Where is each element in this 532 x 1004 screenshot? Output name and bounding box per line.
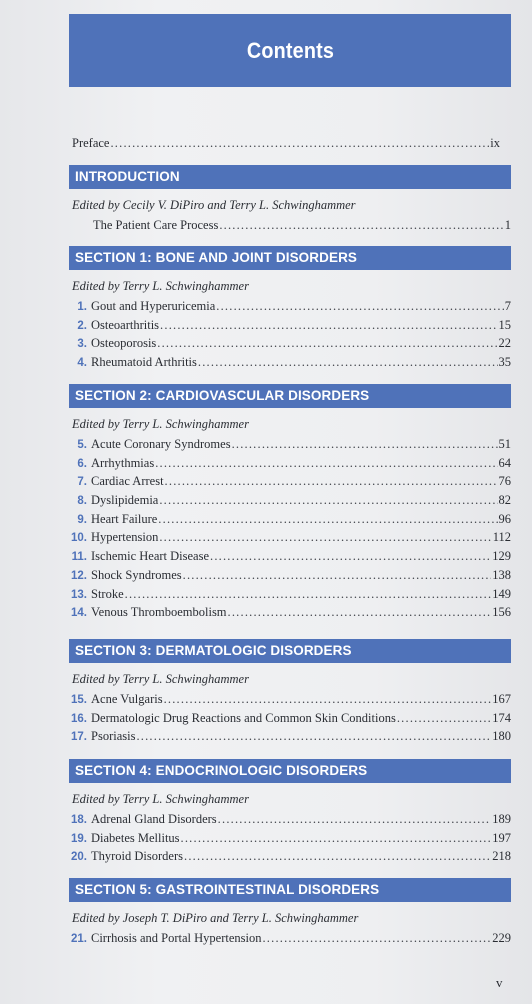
entry-title: Ischemic Heart Disease bbox=[91, 549, 209, 564]
entry-title: Dyslipidemia bbox=[91, 493, 159, 508]
leader-dots bbox=[136, 727, 491, 746]
section-5 bbox=[69, 878, 511, 948]
leader-dots bbox=[183, 566, 492, 585]
toc-entry bbox=[69, 810, 511, 829]
toc-entry bbox=[69, 334, 511, 353]
entry-number: 6. bbox=[77, 457, 87, 470]
section-editor: Edited by Joseph T. DiPiro and Terry L. Schwinghammer bbox=[72, 911, 359, 925]
toc-entry bbox=[69, 709, 511, 728]
leader-dots bbox=[159, 491, 497, 510]
section-editor: Edited by Terry L. Schwinghammer bbox=[72, 672, 249, 686]
entry-page: 138 bbox=[492, 567, 511, 582]
entry-page: 15 bbox=[498, 317, 511, 332]
leader-dots bbox=[155, 454, 497, 473]
page-title: Contents bbox=[246, 37, 334, 63]
entry-number: 14. bbox=[71, 607, 87, 620]
toc-entry bbox=[69, 547, 511, 566]
entry-title: Psoriasis bbox=[91, 729, 136, 744]
leader-dots bbox=[165, 472, 498, 491]
entry-page: 76 bbox=[498, 474, 511, 489]
leader-dots bbox=[164, 690, 492, 709]
entry-number: 9. bbox=[77, 513, 87, 526]
leader-dots bbox=[181, 829, 492, 848]
entry-title: Arrhythmias bbox=[91, 455, 155, 470]
preface-label: Preface bbox=[72, 136, 110, 150]
section-editor: Edited by Terry L. Schwinghammer bbox=[72, 792, 249, 806]
section-heading: INTRODUCTION bbox=[69, 165, 511, 189]
toc-entry bbox=[69, 847, 511, 866]
entry-title: Stroke bbox=[91, 586, 124, 601]
leader-dots bbox=[218, 810, 492, 829]
contents-title-bar bbox=[69, 14, 511, 87]
toc-entry bbox=[69, 585, 511, 604]
entry-title: Rheumatoid Arthritis bbox=[91, 355, 197, 370]
toc-entry bbox=[69, 316, 511, 335]
entry-page: 218 bbox=[492, 849, 511, 864]
toc-entry bbox=[69, 929, 511, 948]
leader-dots bbox=[232, 435, 498, 454]
section-2 bbox=[69, 384, 511, 622]
entry-title: Diabetes Mellitus bbox=[91, 830, 180, 845]
entry-page: 82 bbox=[498, 493, 511, 508]
leader-dots bbox=[158, 510, 497, 529]
entry-title: Shock Syndromes bbox=[91, 567, 182, 582]
entry-number: 2. bbox=[77, 319, 87, 332]
leader-dots bbox=[157, 334, 497, 353]
entry-number: 15. bbox=[71, 694, 87, 706]
leader-dots bbox=[198, 353, 498, 372]
entry-page: 189 bbox=[492, 812, 511, 826]
section-heading: SECTION 5: GASTROINTESTINAL DISORDERS bbox=[69, 878, 511, 902]
toc-entry bbox=[69, 491, 511, 510]
toc-entry bbox=[69, 216, 511, 235]
leader-dots bbox=[262, 929, 491, 948]
entry-page: 229 bbox=[492, 931, 511, 945]
entry-page: 156 bbox=[492, 605, 511, 620]
entry-number: 11. bbox=[71, 551, 87, 564]
toc-entry bbox=[69, 829, 511, 848]
leader-dots bbox=[160, 316, 497, 335]
toc-entry bbox=[69, 528, 511, 547]
entry-number: 20. bbox=[71, 851, 87, 864]
leader-dots bbox=[228, 603, 492, 622]
entry-page: 22 bbox=[498, 336, 511, 351]
entry-page: 64 bbox=[498, 455, 511, 470]
toc-entry bbox=[69, 353, 511, 372]
entry-page: 174 bbox=[492, 710, 511, 725]
entry-title: Dermatologic Drug Reactions and Common Skin Conditions bbox=[91, 710, 396, 725]
entry-page: 180 bbox=[492, 729, 511, 744]
section-heading: SECTION 1: BONE AND JOINT DISORDERS bbox=[69, 246, 511, 270]
section-editor: Edited by Terry L. Schwinghammer bbox=[72, 417, 249, 431]
entry-page: 1 bbox=[504, 218, 511, 232]
entry-number: 12. bbox=[71, 569, 87, 582]
page-folio: v bbox=[496, 975, 503, 990]
entry-number: 3. bbox=[77, 338, 87, 351]
leader-dots bbox=[184, 847, 491, 866]
leader-dots bbox=[219, 216, 503, 235]
leader-dots bbox=[110, 134, 489, 153]
entry-number: 18. bbox=[71, 814, 87, 826]
entry-number: 19. bbox=[71, 832, 87, 845]
entry-title: Osteoporosis bbox=[91, 336, 157, 351]
entry-title: Osteoarthritis bbox=[91, 317, 160, 332]
leader-dots bbox=[125, 585, 492, 604]
section-editor: Edited by Terry L. Schwinghammer bbox=[72, 279, 249, 293]
entry-title: Cardiac Arrest bbox=[91, 474, 164, 489]
entry-number: 10. bbox=[71, 532, 87, 545]
toc-entry bbox=[69, 727, 511, 746]
entry-page: 167 bbox=[492, 692, 511, 706]
section-editor: Edited by Cecily V. DiPiro and Terry L. Schwinghammer bbox=[72, 198, 356, 212]
entry-number: 5. bbox=[77, 439, 87, 451]
entry-page: 35 bbox=[498, 355, 511, 370]
section-heading: SECTION 4: ENDOCRINOLOGIC DISORDERS bbox=[69, 759, 511, 783]
entry-page: 197 bbox=[492, 830, 511, 845]
entry-number: 16. bbox=[71, 712, 87, 725]
preface-page: ix bbox=[490, 136, 500, 150]
entry-title: Adrenal Gland Disorders bbox=[91, 812, 217, 826]
leader-dots bbox=[216, 297, 503, 316]
toc-entry bbox=[69, 435, 511, 454]
entry-page: 149 bbox=[492, 586, 511, 601]
toc-entry bbox=[69, 472, 511, 491]
entry-title: Acute Coronary Syndromes bbox=[91, 437, 231, 451]
entry-number: 17. bbox=[71, 731, 87, 744]
section-3 bbox=[69, 639, 511, 746]
entry-number: 7. bbox=[77, 476, 87, 489]
toc-entry bbox=[69, 566, 511, 585]
entry-page: 129 bbox=[492, 549, 511, 564]
leader-dots bbox=[159, 528, 491, 547]
toc-entry bbox=[69, 690, 511, 709]
toc-entry bbox=[69, 297, 511, 316]
leader-dots bbox=[397, 709, 491, 728]
entry-page: 96 bbox=[498, 511, 511, 526]
entry-title: Gout and Hyperuricemia bbox=[91, 299, 216, 313]
entry-title: Venous Thromboembolism bbox=[91, 605, 227, 620]
entry-title: The Patient Care Process bbox=[93, 218, 219, 232]
entry-page: 112 bbox=[492, 530, 511, 545]
entry-page: 51 bbox=[498, 437, 511, 451]
entry-title: Heart Failure bbox=[91, 511, 158, 526]
entry-title: Acne Vulgaris bbox=[91, 692, 163, 706]
entry-number: 21. bbox=[71, 933, 87, 945]
entry-title: Hypertension bbox=[91, 530, 159, 545]
toc-entry bbox=[69, 454, 511, 473]
entry-number: 4. bbox=[77, 357, 87, 370]
entry-title: Cirrhosis and Portal Hypertension bbox=[91, 931, 262, 945]
section-introduction bbox=[69, 165, 511, 235]
section-4 bbox=[69, 759, 511, 866]
toc-entry bbox=[69, 510, 511, 529]
section-heading: SECTION 2: CARDIOVASCULAR DISORDERS bbox=[69, 384, 511, 408]
entry-number: 13. bbox=[71, 588, 87, 601]
entry-number: 8. bbox=[77, 495, 87, 508]
entry-title: Thyroid Disorders bbox=[91, 849, 183, 864]
entry-number: 1. bbox=[77, 301, 87, 313]
entry-page: 7 bbox=[504, 299, 511, 313]
preface-entry bbox=[72, 134, 500, 153]
section-heading: SECTION 3: DERMATOLOGIC DISORDERS bbox=[69, 639, 511, 663]
leader-dots bbox=[210, 547, 491, 566]
toc-entry bbox=[69, 603, 511, 622]
section-1 bbox=[69, 246, 511, 372]
